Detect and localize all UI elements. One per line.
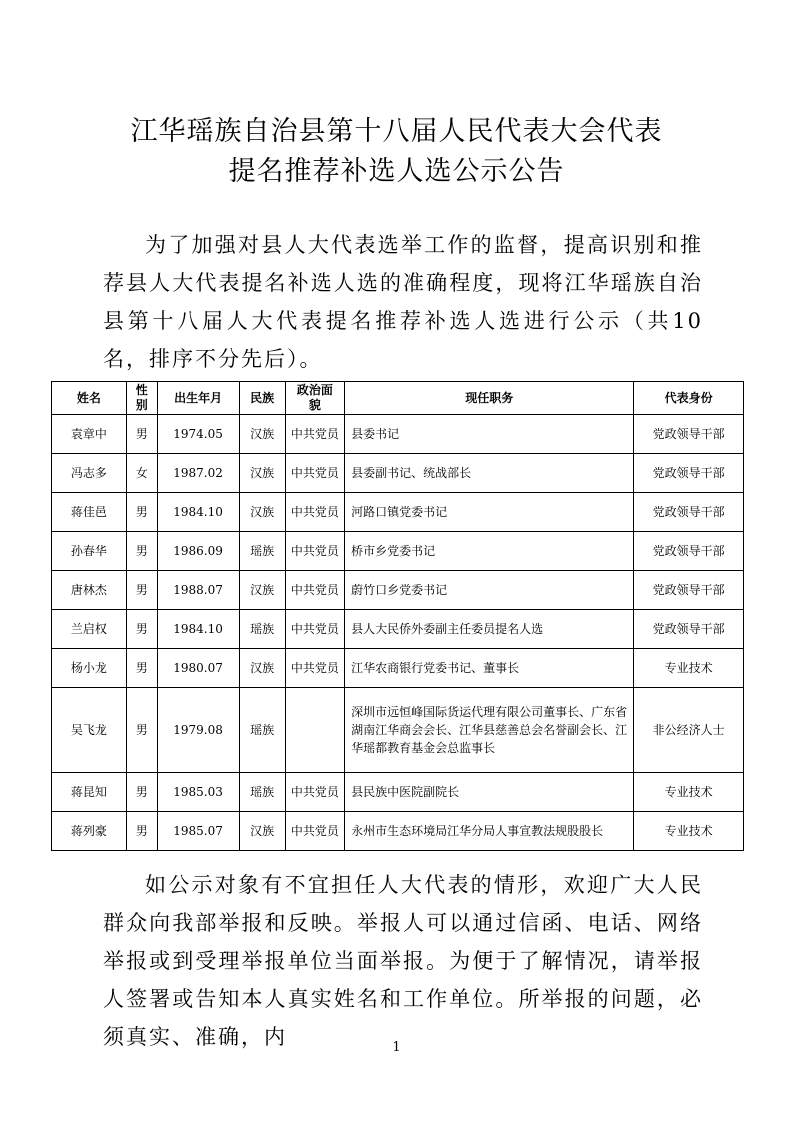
cell-ethnicity: 汉族 <box>239 812 285 851</box>
cell-birth: 1988.07 <box>157 571 239 610</box>
cell-ethnicity: 汉族 <box>239 493 285 532</box>
title-line-1: 江华瑶族自治县第十八届人民代表大会代表 <box>130 116 663 147</box>
cell-gender: 男 <box>126 649 157 688</box>
table-row <box>52 532 744 571</box>
cell-gender: 男 <box>126 493 157 532</box>
table-header-row <box>52 382 744 415</box>
cell-position: 江华农商银行党委书记、董事长 <box>345 649 634 688</box>
cell-identity: 党政领导干部 <box>634 571 744 610</box>
title-line-2: 提名推荐补选人选公示公告 <box>228 156 565 187</box>
header-birth: 出生年月 <box>157 382 239 415</box>
candidate-table <box>51 381 744 851</box>
cell-name: 吴飞龙 <box>52 688 127 773</box>
cell-name: 唐林杰 <box>52 571 127 610</box>
cell-birth: 1986.09 <box>157 532 239 571</box>
cell-political <box>285 688 344 773</box>
cell-identity: 专业技术 <box>634 773 744 812</box>
cell-political: 中共党员 <box>285 532 344 571</box>
cell-position: 县人大民侨外委副主任委员提名人选 <box>345 610 634 649</box>
cell-identity: 专业技术 <box>634 812 744 851</box>
cell-ethnicity: 瑶族 <box>239 688 285 773</box>
cell-ethnicity: 汉族 <box>239 571 285 610</box>
page-number: 1 <box>392 1040 401 1055</box>
cell-birth: 1979.08 <box>157 688 239 773</box>
cell-name: 蒋昆知 <box>52 773 127 812</box>
cell-gender: 男 <box>126 415 157 454</box>
cell-gender: 男 <box>126 688 157 773</box>
cell-name: 孙春华 <box>52 532 127 571</box>
cell-name: 蒋佳邑 <box>52 493 127 532</box>
cell-political: 中共党员 <box>285 649 344 688</box>
cell-political: 中共党员 <box>285 610 344 649</box>
cell-gender: 男 <box>126 532 157 571</box>
cell-identity: 党政领导干部 <box>634 454 744 493</box>
cell-ethnicity: 瑶族 <box>239 532 285 571</box>
header-name: 姓名 <box>52 382 127 415</box>
cell-position: 县委副书记、统战部长 <box>345 454 634 493</box>
cell-political: 中共党员 <box>285 571 344 610</box>
header-identity: 代表身份 <box>634 382 744 415</box>
cell-political: 中共党员 <box>285 415 344 454</box>
cell-gender: 男 <box>126 571 157 610</box>
cell-position: 县民族中医院副院长 <box>345 773 634 812</box>
cell-identity: 党政领导干部 <box>634 532 744 571</box>
header-ethnicity: 民族 <box>239 382 285 415</box>
cell-birth: 1987.02 <box>157 454 239 493</box>
cell-name: 杨小龙 <box>52 649 127 688</box>
cell-birth: 1984.10 <box>157 610 239 649</box>
cell-identity: 非公经济人士 <box>634 688 744 773</box>
cell-position: 桥市乡党委书记 <box>345 532 634 571</box>
cell-name: 蒋列豪 <box>52 812 127 851</box>
report-paragraph: 如公示对象有不宜担任人大代表的情形，欢迎广大人民群众向我部举报和反映。举报人可以通过信函、电话、网络举报或到受理举报单位当面举报。为便于了解情况，请举报人签署或告知本人真实姓名和工作单位。所举报的问题，必须真实、准确，内 <box>103 873 703 1049</box>
cell-birth: 1984.10 <box>157 493 239 532</box>
header-position: 现任职务 <box>345 382 634 415</box>
cell-identity: 专业技术 <box>634 649 744 688</box>
cell-birth: 1980.07 <box>157 649 239 688</box>
document-title <box>0 112 793 192</box>
cell-birth: 1985.03 <box>157 773 239 812</box>
cell-political: 中共党员 <box>285 493 344 532</box>
intro-paragraph: 为了加强对县人大代表选举工作的监督，提高识别和推荐县人大代表提名补选人选的准确程度，现将江华瑶族自治县第十八届人大代表提名推荐补选人选进行公示（共10名，排序不分先后）。 <box>103 233 703 371</box>
header-political: 政治面貌 <box>285 382 344 415</box>
cell-position: 深圳市远恒峰国际货运代理有限公司董事长、广东省湖南江华商会会长、江华县慈善总会名誉副会长、江华瑶都教育基金会总监事长 <box>345 688 634 773</box>
cell-identity: 党政领导干部 <box>634 610 744 649</box>
table-row <box>52 773 744 812</box>
cell-political: 中共党员 <box>285 454 344 493</box>
table-row <box>52 649 744 688</box>
cell-birth: 1985.07 <box>157 812 239 851</box>
cell-ethnicity: 瑶族 <box>239 773 285 812</box>
table-row <box>52 415 744 454</box>
cell-name: 兰启权 <box>52 610 127 649</box>
table-row <box>52 688 744 773</box>
cell-identity: 党政领导干部 <box>634 493 744 532</box>
cell-ethnicity: 汉族 <box>239 415 285 454</box>
cell-name: 冯志多 <box>52 454 127 493</box>
cell-gender: 男 <box>126 812 157 851</box>
cell-position: 河路口镇党委书记 <box>345 493 634 532</box>
cell-identity: 党政领导干部 <box>634 415 744 454</box>
cell-gender: 男 <box>126 773 157 812</box>
cell-name: 袁章中 <box>52 415 127 454</box>
cell-birth: 1974.05 <box>157 415 239 454</box>
cell-ethnicity: 瑶族 <box>239 610 285 649</box>
cell-position: 县委书记 <box>345 415 634 454</box>
cell-political: 中共党员 <box>285 812 344 851</box>
cell-ethnicity: 汉族 <box>239 454 285 493</box>
cell-gender: 男 <box>126 610 157 649</box>
header-gender: 性别 <box>126 382 157 415</box>
table-row <box>52 454 744 493</box>
table-row <box>52 571 744 610</box>
table-row <box>52 610 744 649</box>
cell-ethnicity: 汉族 <box>239 649 285 688</box>
table-row <box>52 493 744 532</box>
table-row <box>52 812 744 851</box>
cell-position: 蔚竹口乡党委书记 <box>345 571 634 610</box>
cell-gender: 女 <box>126 454 157 493</box>
cell-political: 中共党员 <box>285 773 344 812</box>
cell-position: 永州市生态环境局江华分局人事宣教法规股股长 <box>345 812 634 851</box>
